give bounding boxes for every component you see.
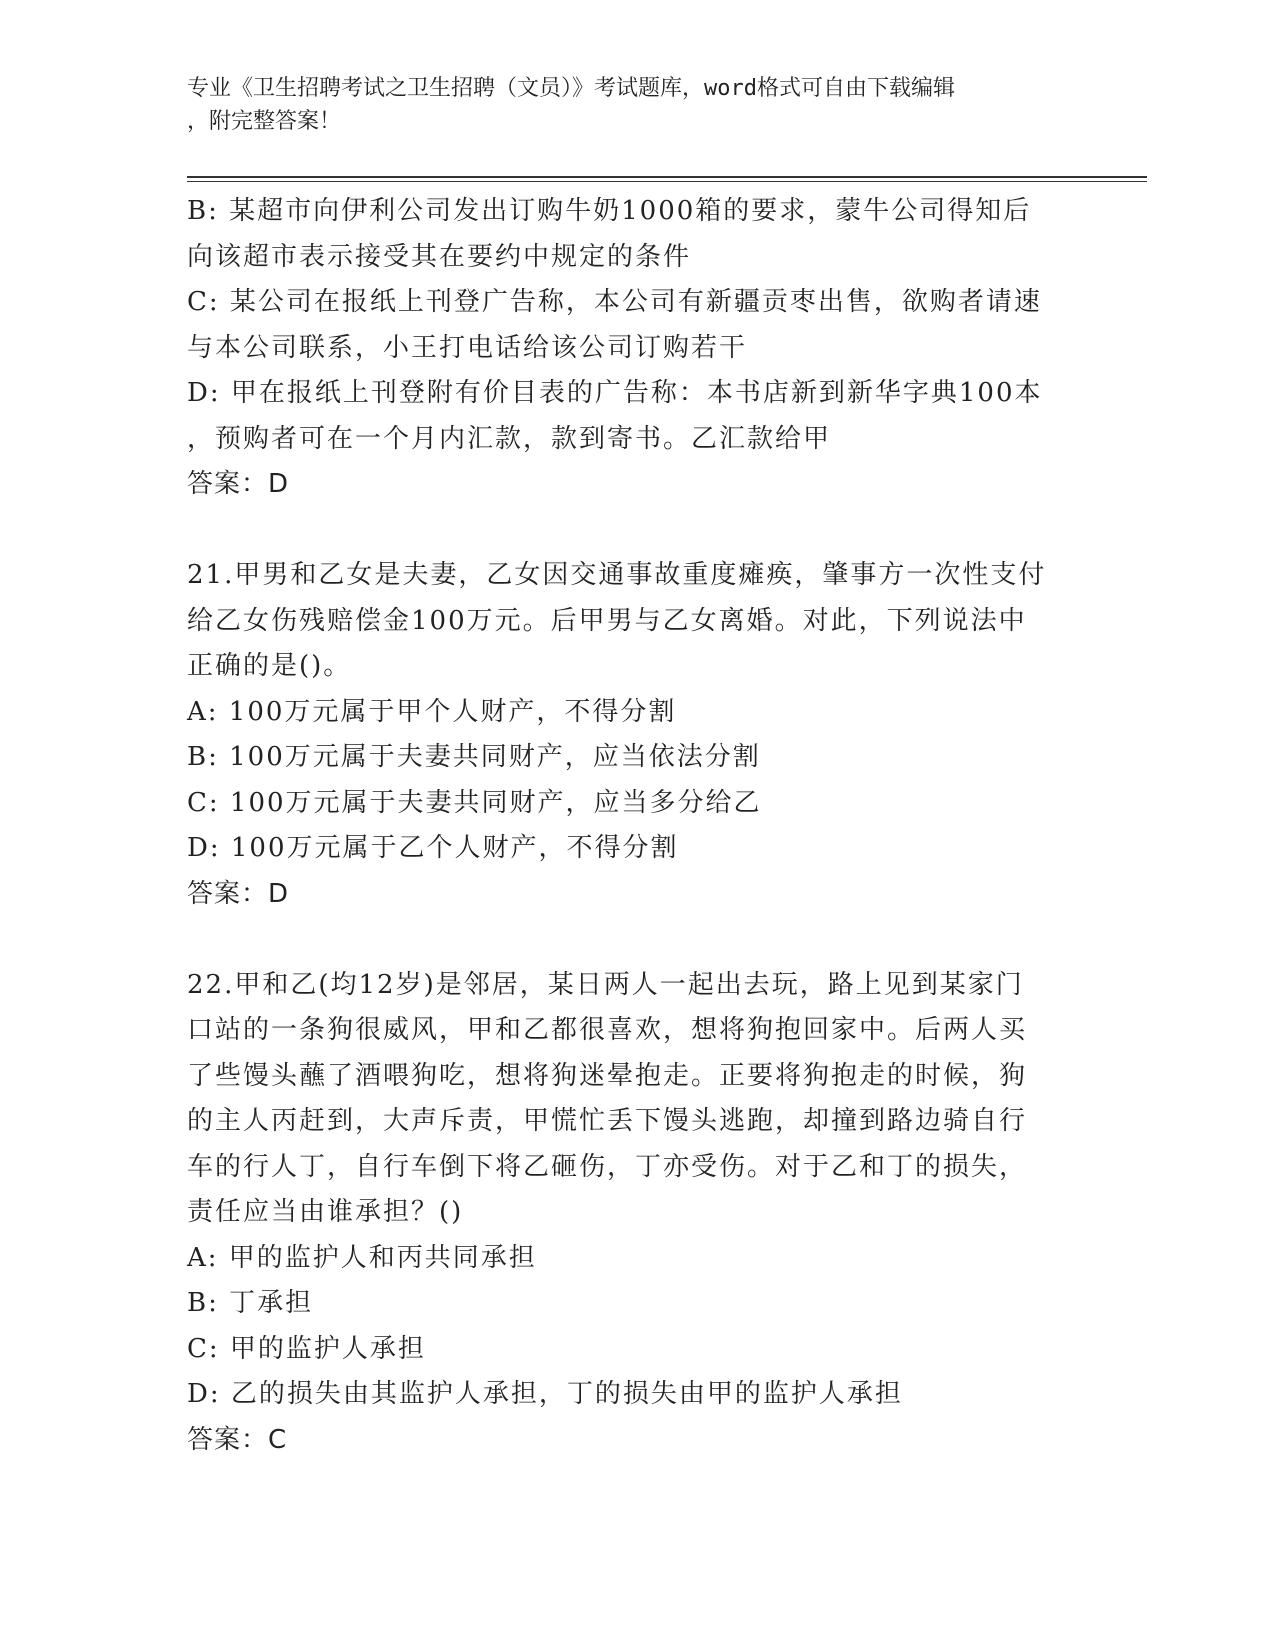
header-divider-thick bbox=[187, 176, 1147, 178]
q21-stem-line-3: 正确的是()。 bbox=[187, 651, 352, 681]
document-header bbox=[187, 72, 1087, 138]
question-spacer bbox=[187, 508, 1077, 554]
q21-stem-line-1: 21.甲男和乙女是夫妻，乙女因交通事故重度瘫痪，肇事方一次性支付 bbox=[187, 560, 1047, 590]
question-spacer bbox=[187, 917, 1077, 963]
q20-answer: 答案：D bbox=[187, 469, 290, 499]
q22-stem-line-1: 22.甲和乙(均12岁)是邻居，某日两人一起出去玩，路上见到某家门 bbox=[187, 969, 1024, 1000]
q22-option-a: A: 甲的监护人和丙共同承担 bbox=[187, 1242, 537, 1273]
q22-answer: 答案：C bbox=[187, 1424, 288, 1455]
q22-option-b: B: 丁承担 bbox=[187, 1288, 314, 1318]
q21-option-b: B: 100万元属于夫妻共同财产，应当依法分割 bbox=[187, 742, 761, 772]
question-21-block bbox=[187, 553, 1077, 917]
header-line-1: 专业《卫生招聘考试之卫生招聘（文员）》考试题库，word格式可自由下载编辑 bbox=[187, 76, 955, 101]
q21-stem-line-2: 给乙女伤残赔偿金100万元。后甲男与乙女离婚。对此，下列说法中 bbox=[187, 605, 1027, 636]
question-22-block bbox=[187, 963, 1077, 1464]
q20-option-c-line-1: C: 某公司在报纸上刊登广告称，本公司有新疆贡枣出售，欲购者请速 bbox=[187, 287, 1042, 317]
header-divider-thin bbox=[187, 181, 1147, 182]
q22-stem-line-5: 车的行人丁，自行车倒下将乙砸伤，丁亦受伤。对于乙和丁的损失， bbox=[187, 1151, 1028, 1182]
q22-stem-line-6: 责任应当由谁承担？() bbox=[187, 1197, 464, 1227]
q20-option-b-line-1: B: 某超市向伊利公司发出订购牛奶1000箱的要求，蒙牛公司得知后 bbox=[187, 196, 1032, 226]
q20-option-d-line-2: ，预购者可在一个月内汇款，款到寄书。乙汇款给甲 bbox=[187, 423, 832, 454]
q21-option-c: C: 100万元属于夫妻共同财产，应当多分给乙 bbox=[187, 787, 762, 818]
question-content bbox=[187, 189, 1077, 1463]
q20-option-d-line-1: D: 甲在报纸上刊登附有价目表的广告称：本书店新到新华字典100本 bbox=[187, 378, 1043, 408]
q20-option-c-line-2: 与本公司联系，小王打电话给该公司订购若干 bbox=[187, 332, 748, 363]
header-line-2: ，附完整答案！ bbox=[187, 109, 342, 134]
q22-option-c: C: 甲的监护人承担 bbox=[187, 1333, 426, 1364]
q22-stem-line-3: 了些馒头蘸了酒喂狗吃，想将狗迷晕抱走。正要将狗抱走的时候，狗 bbox=[187, 1060, 1028, 1091]
question-20-block bbox=[187, 189, 1077, 508]
q21-answer: 答案：D bbox=[187, 878, 290, 909]
q22-stem-line-4: 的主人丙赶到，大声斥责，甲慌忙丢下馒头逃跑，却撞到路边骑自行 bbox=[187, 1106, 1028, 1136]
q22-option-d: D: 乙的损失由其监护人承担，丁的损失由甲的监护人承担 bbox=[187, 1379, 903, 1409]
q22-stem-line-2: 口站的一条狗很威风，甲和乙都很喜欢，想将狗抱回家中。后两人买 bbox=[187, 1015, 1028, 1045]
q21-option-d: D: 100万元属于乙个人财产，不得分割 bbox=[187, 833, 679, 863]
q20-option-b-line-2: 向该超市表示接受其在要约中规定的条件 bbox=[187, 241, 692, 272]
q21-option-a: A: 100万元属于甲个人财产，不得分割 bbox=[187, 696, 677, 727]
